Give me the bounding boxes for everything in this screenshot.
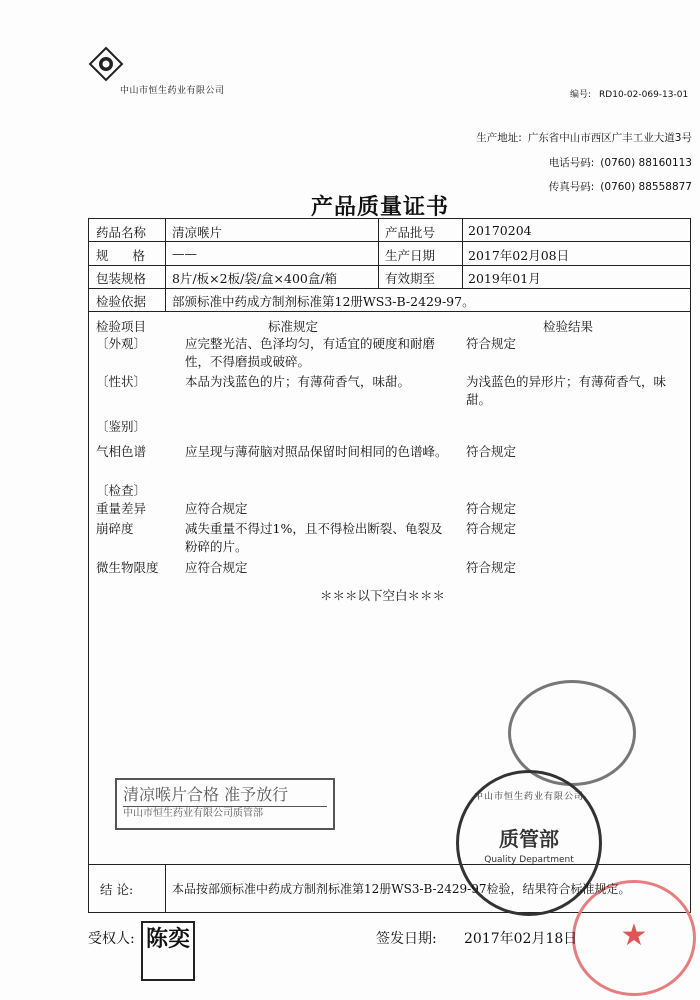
table-row-result: 符合规定 (466, 560, 517, 575)
phone-value: (0760) 88160113 (600, 157, 692, 169)
issue-date-value: 2017年02月18日 (464, 931, 578, 947)
qa-stamp-english: Quality Department (484, 855, 574, 865)
row-divider (88, 288, 691, 289)
production-date-value: 2017年02月08日 (468, 248, 570, 263)
table-row-item: 〔外观〕 (96, 336, 147, 351)
phone-number (549, 155, 692, 170)
table-row-standard: 本品为浅蓝色的片；有薄荷香气，味甜。 (185, 374, 411, 389)
package-value: 8片/板×2板/袋/盒×400盒/箱 (172, 271, 338, 286)
company-logo (88, 46, 124, 82)
red-seal-stamp (572, 880, 696, 996)
spec-value: —— (172, 246, 197, 261)
fax-label: 传真号码: (548, 181, 595, 193)
col-divider (462, 218, 463, 288)
authorizer-label: 受权人: (88, 931, 135, 947)
col-divider (378, 218, 379, 288)
qa-stamp-company: 中山市恒生药业有限公司 (473, 792, 584, 802)
star-icon: ★ (620, 918, 648, 953)
table-row-item: 微生物限度 (96, 560, 159, 575)
phone-label: 电话号码: (548, 157, 595, 169)
row-divider (88, 311, 691, 312)
table-row-item: 〔检查〕 (96, 483, 147, 498)
fax-value: (0760) 88558877 (600, 181, 692, 193)
table-row-standard: 减失重量不得过1%，且不得检出断裂、龟裂及粉碎的片。 (185, 521, 443, 554)
release-stamp-line2: 中山市恒生药业有限公司质管部 (123, 806, 327, 821)
table-row-item: 崩碎度 (96, 521, 134, 536)
table-row-item: 气相色谱 (96, 444, 147, 459)
expiry-label: 有效期至 (385, 271, 436, 286)
row-divider (88, 241, 691, 242)
table-row-standard: 应呈现与薄荷脑对照品保留时间相同的色谱峰。 (185, 444, 448, 459)
table-row-result: 符合规定 (466, 501, 517, 516)
address-value: 广东省中山市西区广丰工业大道3号 (527, 132, 692, 144)
end-note: ＊＊＊以下空白＊＊＊ (320, 588, 446, 603)
document-number (570, 87, 688, 100)
qa-stamp-title: 质管部 (499, 827, 559, 851)
release-stamp (115, 778, 335, 830)
package-label: 包装规格 (96, 271, 147, 286)
row-divider (88, 864, 691, 865)
table-row-result: 符合规定 (466, 444, 517, 459)
col-result-header: 检验结果 (543, 319, 594, 334)
drug-name-value: 清凉喉片 (172, 225, 223, 240)
table-row-standard: 应符合规定 (185, 501, 248, 516)
document-number-label: 编号: (570, 90, 592, 100)
table-row-result: 符合规定 (466, 521, 517, 536)
batch-label: 产品批号 (385, 225, 436, 240)
col-divider (165, 218, 166, 311)
authorizer-signature-stamp: 陈奕 (141, 921, 195, 981)
conclusion-text: 本品按部颁标准中药成方制剂标准第12册WS3-B-2429-97检验，结果符合标准规定。 (172, 882, 631, 896)
document-number-value: RD10-02-069-13-01 (599, 90, 689, 100)
release-stamp-line1: 清凉喉片合格 准予放行 (123, 785, 289, 804)
production-address (476, 130, 692, 145)
basis-label: 检验依据 (96, 294, 147, 309)
row-divider (88, 265, 691, 266)
address-label: 生产地址: (476, 132, 522, 144)
conclusion-label: 结 论: (100, 882, 134, 897)
table-row-result: 符合规定 (466, 336, 517, 351)
table-row-standard: 应完整光洁、色泽均匀，有适宜的硬度和耐磨性，不得磨损或破碎。 (185, 336, 436, 369)
drug-name-label: 药品名称 (96, 225, 147, 240)
table-row-item: 重量差异 (96, 501, 147, 516)
col-divider (165, 864, 166, 913)
expiry-value: 2019年01月 (468, 271, 541, 286)
basis-value: 部颁标准中药成方制剂标准第12册WS3-B-2429-97。 (172, 294, 475, 309)
spec-label: 规 格 (96, 248, 155, 263)
table-row-result: 为浅蓝色的异形片；有薄荷香气，味甜。 (466, 374, 667, 407)
company-name: 中山市恒生药业有限公司 (120, 86, 225, 96)
table-row-item: 〔性状〕 (96, 374, 147, 389)
production-date-label: 生产日期 (385, 248, 436, 263)
col-item-header: 检验项目 (96, 319, 147, 334)
col-standard-header: 标准规定 (268, 319, 319, 334)
table-row-standard: 应符合规定 (185, 560, 248, 575)
batch-value: 20170204 (468, 223, 532, 238)
table-row-item: 〔鉴别〕 (96, 419, 147, 434)
document-title: 产品质量证书 (310, 194, 449, 220)
issue-date-label: 签发日期: (376, 931, 437, 947)
